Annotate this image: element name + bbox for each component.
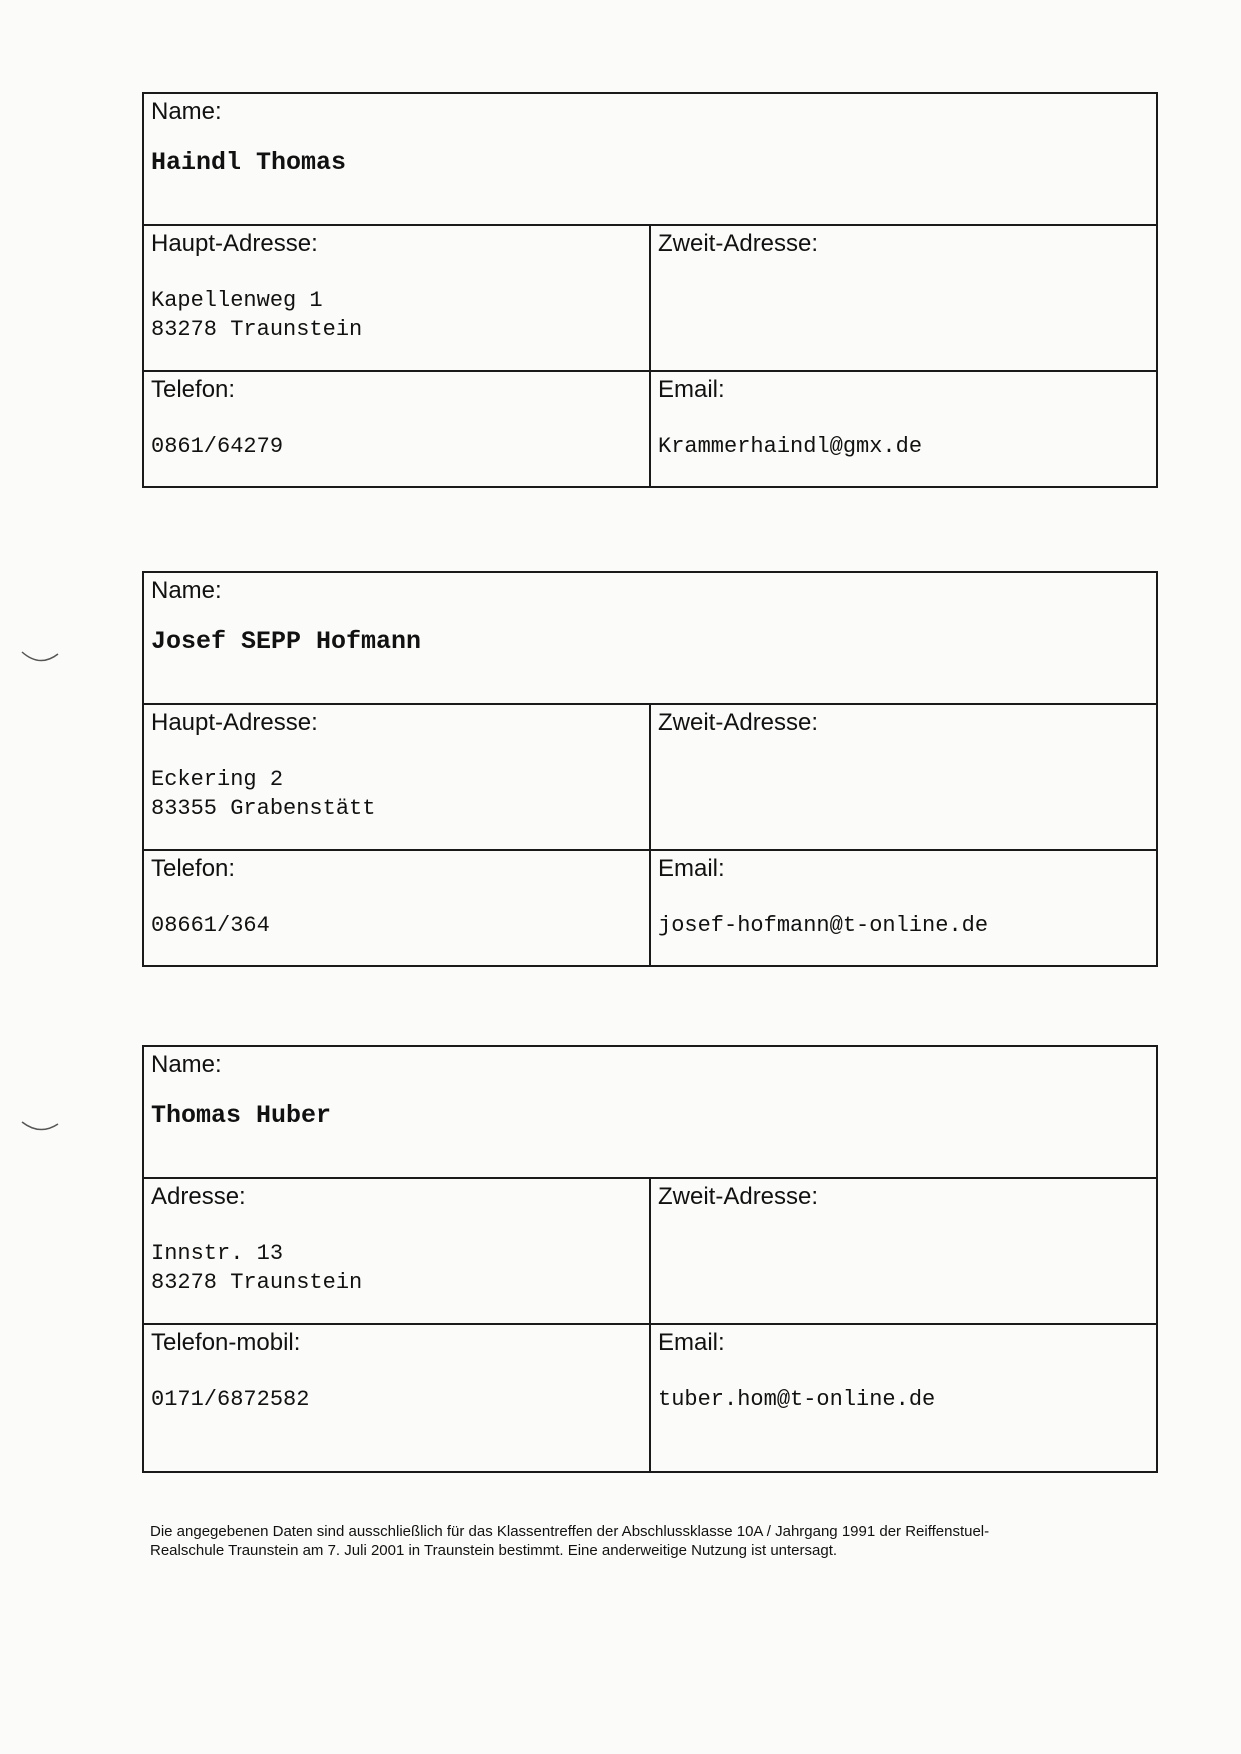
address-line-1: Kapellenweg 1 bbox=[151, 288, 323, 313]
address-row bbox=[144, 1177, 1156, 1323]
name-label: Name: bbox=[151, 1051, 222, 1078]
address-row bbox=[144, 224, 1156, 370]
contact-card-3 bbox=[142, 1045, 1158, 1473]
footer-line-1: Die angegebenen Daten sind ausschließlich für das Klassentreffen der Abschlussklasse 10A / Jahrgang 1991 der Reiffenstuel- bbox=[150, 1523, 990, 1540]
main-address-cell bbox=[144, 226, 649, 370]
address-line-1: Eckering 2 bbox=[151, 767, 284, 792]
address-line-2: 83278 Traunstein bbox=[151, 1270, 363, 1295]
name-cell bbox=[144, 573, 1156, 703]
second-address-label: Zweit-Adresse: bbox=[658, 230, 819, 257]
footer-note bbox=[150, 1522, 1100, 1560]
footer-line-2: Realschule Traunstein am 7. Juli 2001 in Traunstein bestimmt. Eine anderweitige Nutzung ist untersagt. bbox=[150, 1542, 838, 1559]
email-value: Krammerhaindl@gmx.de bbox=[658, 434, 923, 459]
email-label: Email: bbox=[658, 376, 725, 403]
phone-value: 0861/64279 bbox=[151, 434, 284, 459]
main-address-label: Haupt-Adresse: bbox=[151, 230, 318, 257]
email-value: josef-hofmann@t-online.de bbox=[658, 913, 989, 938]
name-value: Haindl Thomas bbox=[151, 148, 347, 177]
phone-label: Telefon: bbox=[151, 855, 236, 882]
name-row bbox=[144, 94, 1156, 224]
scan-mark-icon bbox=[20, 640, 60, 670]
name-row bbox=[144, 573, 1156, 703]
address-row bbox=[144, 703, 1156, 849]
address-line-2: 83278 Traunstein bbox=[151, 317, 363, 342]
phone-cell bbox=[144, 372, 649, 486]
email-cell bbox=[649, 372, 1156, 486]
main-address-cell bbox=[144, 705, 649, 849]
name-cell bbox=[144, 94, 1156, 224]
phone-cell bbox=[144, 851, 649, 965]
email-label: Email: bbox=[658, 855, 725, 882]
contact-row bbox=[144, 1323, 1156, 1471]
phone-value: 0171/6872582 bbox=[151, 1387, 310, 1412]
name-value: Josef SEPP Hofmann bbox=[151, 627, 422, 656]
name-label: Name: bbox=[151, 577, 222, 604]
email-cell bbox=[649, 1325, 1156, 1471]
second-address-label: Zweit-Adresse: bbox=[658, 1183, 819, 1210]
email-cell bbox=[649, 851, 1156, 965]
phone-cell bbox=[144, 1325, 649, 1471]
phone-label: Telefon: bbox=[151, 376, 236, 403]
phone-value: 08661/364 bbox=[151, 913, 270, 938]
email-value: tuber.hom@t-online.de bbox=[658, 1387, 936, 1412]
scan-mark-icon bbox=[20, 1110, 60, 1140]
contact-card-1 bbox=[142, 92, 1158, 488]
second-address-cell bbox=[649, 705, 1156, 849]
address-line-2: 83355 Grabenstätt bbox=[151, 796, 376, 821]
contact-row bbox=[144, 370, 1156, 486]
second-address-cell bbox=[649, 1179, 1156, 1323]
contact-card-2 bbox=[142, 571, 1158, 967]
name-row bbox=[144, 1047, 1156, 1177]
main-address-label: Haupt-Adresse: bbox=[151, 709, 318, 736]
name-label: Name: bbox=[151, 98, 222, 125]
main-address-label: Adresse: bbox=[151, 1183, 246, 1210]
second-address-label: Zweit-Adresse: bbox=[658, 709, 819, 736]
email-label: Email: bbox=[658, 1329, 725, 1356]
address-line-1: Innstr. 13 bbox=[151, 1241, 284, 1266]
main-address-cell bbox=[144, 1179, 649, 1323]
name-value: Thomas Huber bbox=[151, 1101, 332, 1130]
name-cell bbox=[144, 1047, 1156, 1177]
contact-row bbox=[144, 849, 1156, 965]
phone-label: Telefon-mobil: bbox=[151, 1329, 301, 1356]
second-address-cell bbox=[649, 226, 1156, 370]
